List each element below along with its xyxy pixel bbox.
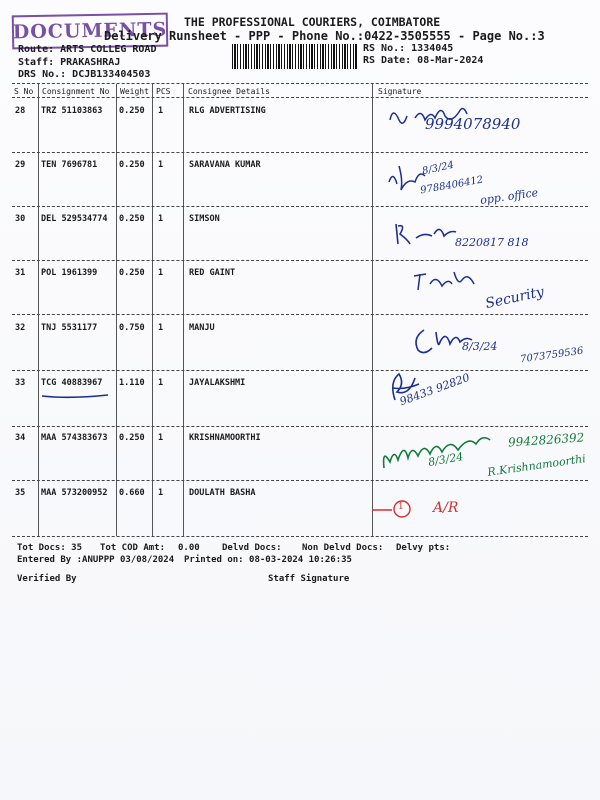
- col-pcs: PCS: [156, 87, 171, 96]
- row-rule: [12, 426, 588, 427]
- row-consignment: MAA 574383673: [41, 433, 108, 443]
- stamp-text: DOCUMENTS: [12, 18, 168, 44]
- barcode-image: [232, 44, 357, 69]
- row-pcs: 1: [158, 160, 164, 170]
- handwritten-phone: 9994078940: [425, 115, 521, 133]
- handwritten-date: 8/3/24: [421, 159, 455, 178]
- route-label: Route: ARTS COLLEG ROAD: [18, 44, 157, 55]
- row-sno: 33: [15, 378, 26, 388]
- col-consignment: Consignment No: [42, 87, 110, 96]
- total-cod-label: Tot COD Amt:: [100, 543, 166, 553]
- drs-number: DRS No.: DCJB133404503: [18, 69, 151, 80]
- row-weight: 1.110: [119, 378, 145, 388]
- row-sno: 34: [15, 433, 26, 443]
- row-pcs: 1: [158, 378, 164, 388]
- row-consignment: TCG 40883967: [41, 378, 103, 388]
- row-sno: 31: [15, 268, 26, 278]
- handwritten-phone: 9788406412: [419, 174, 485, 197]
- handwritten-date: 8/3/24: [427, 450, 465, 469]
- rs-date: RS Date: 08-Mar-2024: [363, 55, 484, 66]
- row-sno: 32: [15, 323, 26, 333]
- row-sno: 35: [15, 488, 26, 498]
- table-header-rule: [12, 97, 588, 98]
- row-rule: [12, 260, 588, 261]
- signature-scribble: [368, 496, 488, 524]
- row-consignment: MAA 573200952: [41, 488, 108, 498]
- staff-label: Staff: PRAKASHRAJ: [18, 57, 121, 68]
- row-weight: 0.750: [119, 323, 145, 333]
- row-consignment: TEN 7696781: [41, 160, 98, 170]
- row-consignment: DEL 529534774: [41, 214, 108, 224]
- row-pcs: 1: [158, 433, 164, 443]
- handwritten-phone: 9942826392: [507, 430, 585, 450]
- row-sno: 29: [15, 160, 26, 170]
- entered-by: Entered By :ANUPPP 03/08/2024: [17, 555, 175, 565]
- row-pcs: 1: [158, 214, 164, 224]
- handwritten-circle-number: 1: [398, 502, 404, 512]
- row-weight: 0.250: [119, 214, 145, 224]
- row-consignee: SIMSON: [189, 214, 220, 224]
- table-bottom-rule: [12, 536, 588, 537]
- delivered-docs: Delvd Docs:: [222, 543, 282, 553]
- table-top-rule: [12, 83, 588, 84]
- row-consignment: POL 1961399: [41, 268, 98, 278]
- row-consignee: DOULATH BASHA: [189, 488, 256, 498]
- col-signature: Signature: [378, 87, 422, 96]
- handwritten-phone: 8220817 818: [455, 236, 529, 249]
- row-consignee: RLG ADVERTISING: [189, 106, 266, 116]
- col-sno: S No: [14, 87, 34, 96]
- row-consignee: KRISHNAMOORTHI: [189, 433, 261, 443]
- rs-number: RS No.: 1334045: [363, 43, 454, 54]
- row-pcs: 1: [158, 488, 164, 498]
- printed-on: Printed on: 08-03-2024 10:26:35: [184, 555, 352, 565]
- handwritten-note: Security: [483, 283, 546, 313]
- col-weight: Weight: [120, 87, 149, 96]
- row-consignment: TRZ 51103863: [41, 106, 103, 116]
- handwritten-name: R.Krishnamoorthi: [486, 452, 587, 479]
- row-pcs: 1: [158, 268, 164, 278]
- non-delivered-docs: Non Delvd Docs:: [302, 543, 384, 553]
- row-consignee: JAYALAKSHMI: [189, 378, 246, 388]
- handwritten-note: opp. office: [479, 186, 539, 207]
- row-consignee: SARAVANA KUMAR: [189, 160, 261, 170]
- row-weight: 0.250: [119, 160, 145, 170]
- signature-scribble: [410, 266, 490, 296]
- row-consignment: TNJ 5531177: [41, 323, 98, 333]
- row-weight: 0.660: [119, 488, 145, 498]
- runsheet-title: Delivery Runsheet - PPP - Phone No.:0422-3505555 - Page No.:3: [104, 29, 545, 43]
- row-weight: 0.250: [119, 268, 145, 278]
- handwritten-phone: 98433 92820: [397, 370, 472, 409]
- row-pcs: 1: [158, 323, 164, 333]
- verified-by: Verified By: [17, 574, 77, 584]
- row-consignee: MANJU: [189, 323, 215, 333]
- row-pcs: 1: [158, 106, 164, 116]
- row-weight: 0.250: [119, 106, 145, 116]
- row-rule: [12, 152, 588, 153]
- col-consignee: Consignee Details: [188, 87, 270, 96]
- row-consignee: RED GAINT: [189, 268, 236, 278]
- total-cod-value: 0.00: [178, 543, 200, 553]
- total-docs: Tot Docs: 35: [17, 543, 83, 553]
- row-rule: [12, 314, 588, 315]
- row-rule: [12, 206, 588, 207]
- handwritten-date: 8/3/24: [462, 340, 498, 353]
- row-sno: 28: [15, 106, 26, 116]
- handwritten-note: A/R: [433, 500, 459, 516]
- delivery-points: Delvy pts:: [396, 543, 451, 553]
- staff-signature-label: Staff Signature: [268, 574, 350, 584]
- row-rule: [12, 370, 588, 371]
- company-title: THE PROFESSIONAL COURIERS, COIMBATORE: [184, 15, 441, 29]
- row-sno: 30: [15, 214, 26, 224]
- handwritten-phone: 7073759536: [519, 345, 585, 366]
- row-weight: 0.250: [119, 433, 145, 443]
- pen-underline: [40, 388, 120, 400]
- signature-scribble: [378, 428, 498, 478]
- row-rule: [12, 480, 588, 481]
